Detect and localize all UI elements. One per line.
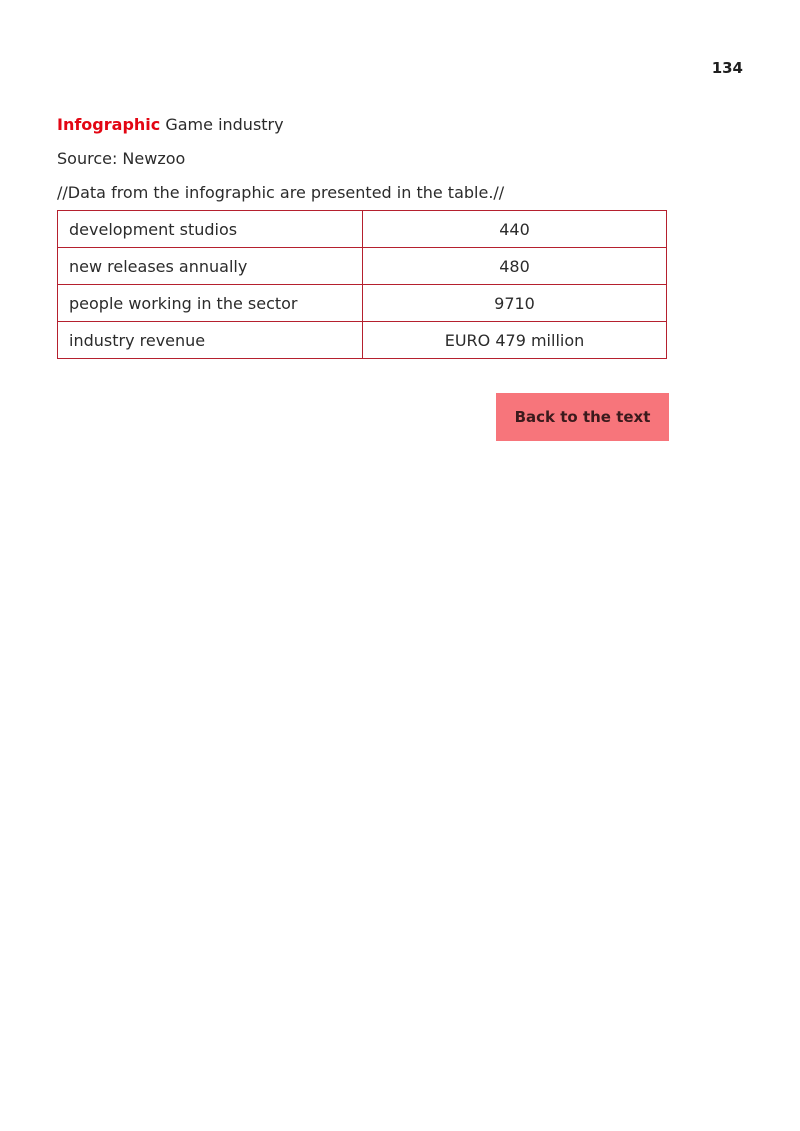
row-label: new releases annually — [58, 248, 363, 285]
page-number: 134 — [711, 59, 743, 77]
row-value: 9710 — [363, 285, 667, 322]
table-row — [58, 285, 667, 322]
table-note: //Data from the infographic are presented in the table.// — [57, 183, 505, 202]
back-to-text-button[interactable]: Back to the text — [496, 393, 669, 441]
table-row — [58, 322, 667, 359]
table-row — [58, 248, 667, 285]
row-value: 440 — [363, 211, 667, 248]
data-table — [57, 210, 667, 359]
row-label: development studios — [58, 211, 363, 248]
infographic-heading — [57, 115, 284, 134]
row-value: 480 — [363, 248, 667, 285]
source-line: Source: Newzoo — [57, 149, 186, 168]
infographic-title: Game industry — [165, 115, 284, 134]
row-value: EURO 479 million — [363, 322, 667, 359]
infographic-label: Infographic — [57, 115, 161, 134]
row-label: people working in the sector — [58, 285, 363, 322]
row-label: industry revenue — [58, 322, 363, 359]
table-row — [58, 211, 667, 248]
